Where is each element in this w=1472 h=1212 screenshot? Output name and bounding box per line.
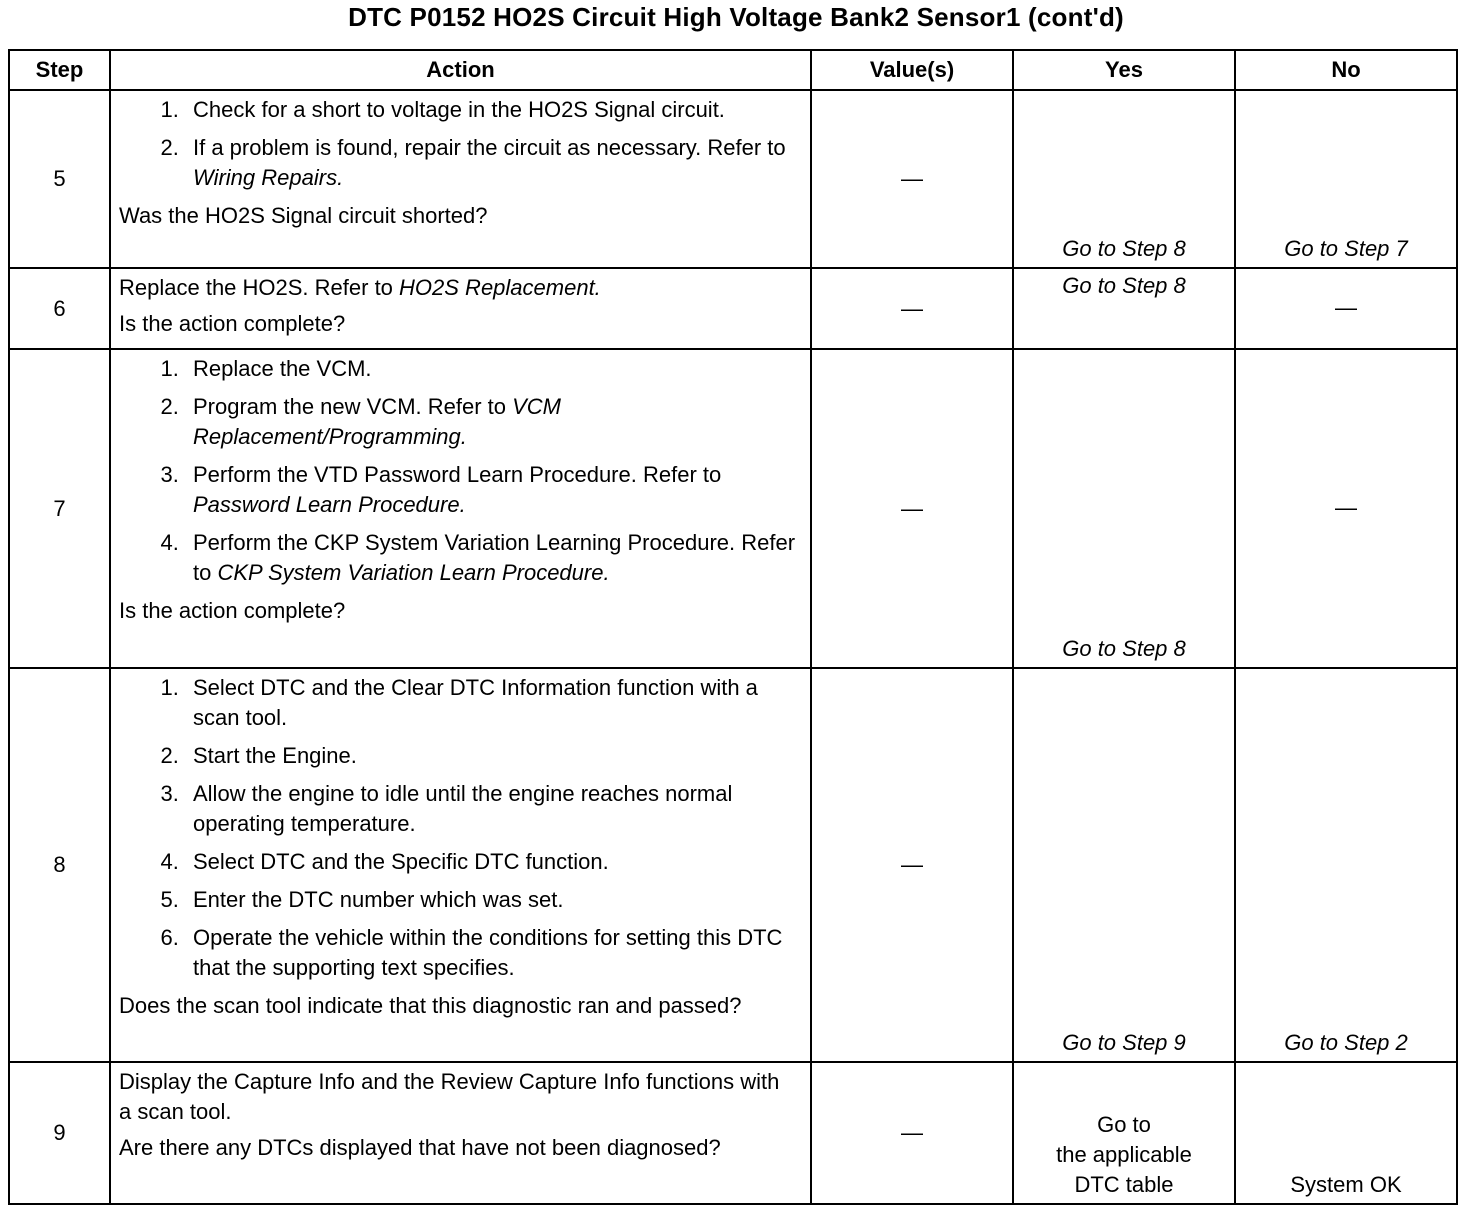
action-text: Replace the HO2S. Refer to HO2S Replacement. [119,275,601,300]
yes-cell: Go to Step 8 [1013,268,1235,349]
reference-link: CKP System Variation Learn Procedure. [217,560,610,585]
value-cell: — [811,90,1013,268]
yes-cell: Go to Step 9 [1013,668,1235,1062]
diagnostic-table [8,49,1458,1205]
step-number: 8 [9,668,110,1062]
table-row-step-5 [9,90,1457,268]
action-cell [110,1062,811,1204]
value-cell: — [811,668,1013,1062]
action-item: 3. Perform the VTD Password Learn Procedure. Refer to Password Learn Procedure. [185,460,796,520]
value-cell: — [811,1062,1013,1204]
action-item: 6. Operate the vehicle within the conditions for setting this DTC that the supporting text specifies. [185,923,796,983]
yes-cell [1013,1062,1235,1204]
no-cell: — [1235,268,1457,349]
header-no: No [1235,50,1457,90]
action-cell [110,349,811,668]
value-cell: — [811,268,1013,349]
action-question: Is the action complete? [119,598,346,623]
no-cell: Go to Step 2 [1235,668,1457,1062]
no-cell: System OK [1235,1062,1457,1204]
header-action: Action [110,50,811,90]
action-item: 3. Allow the engine to idle until the engine reaches normal operating temperature. [185,779,796,839]
step-number: 5 [9,90,110,268]
action-cell [110,668,811,1062]
action-item: 4. Select DTC and the Specific DTC function. [185,847,796,877]
yes-cell: Go to Step 8 [1013,349,1235,668]
value-cell: — [811,349,1013,668]
action-item: 1. Select DTC and the Clear DTC Information function with a scan tool. [185,673,796,733]
header-yes: Yes [1013,50,1235,90]
action-list [119,673,796,983]
action-question: Does the scan tool indicate that this diagnostic ran and passed? [119,993,742,1018]
step-number: 6 [9,268,110,349]
table-row-step-8 [9,668,1457,1062]
reference-link: VCM Replacement/Programming. [193,394,562,449]
reference-link: Password Learn Procedure. [193,492,466,517]
action-cell [110,268,811,349]
table-row-step-6 [9,268,1457,349]
header-values: Value(s) [811,50,1013,90]
action-item: 1. Check for a short to voltage in the HO2S Signal circuit. [185,95,796,125]
action-item: 2. Start the Engine. [185,741,796,771]
table-row-step-9 [9,1062,1457,1204]
no-cell: Go to Step 7 [1235,90,1457,268]
action-item: 1. Replace the VCM. [185,354,796,384]
action-list [119,354,796,588]
step-number: 9 [9,1062,110,1204]
action-question: Is the action complete? [119,311,346,336]
page-title: DTC P0152 HO2S Circuit High Voltage Bank2 Sensor1 (cont'd) [348,2,1124,32]
header-step: Step [9,50,110,90]
table-header-row [9,50,1457,90]
reference-link: HO2S Replacement. [399,275,601,300]
yes-line: Go to [1097,1112,1151,1137]
action-list [119,95,796,193]
yes-cell: Go to Step 8 [1013,90,1235,268]
step-number: 7 [9,349,110,668]
action-text: Display the Capture Info and the Review Capture Info functions with a scan tool. [119,1069,780,1124]
action-item: 4. Perform the CKP System Variation Learning Procedure. Refer to CKP System Variation Learn Procedure. [185,528,796,588]
action-item: 2. Program the new VCM. Refer to VCM Replacement/Programming. [185,392,796,452]
yes-line: DTC table [1074,1172,1174,1197]
action-item: 5. Enter the DTC number which was set. [185,885,796,915]
yes-line: the applicable [1056,1142,1192,1167]
table-row-step-7 [9,349,1457,668]
action-question: Are there any DTCs displayed that have not been diagnosed? [119,1135,721,1160]
action-cell [110,90,811,268]
reference-link: Wiring Repairs. [193,165,344,190]
no-cell: — [1235,349,1457,668]
action-question: Was the HO2S Signal circuit shorted? [119,203,488,228]
action-item: 2. If a problem is found, repair the circuit as necessary. Refer to Wiring Repairs. [185,133,796,193]
